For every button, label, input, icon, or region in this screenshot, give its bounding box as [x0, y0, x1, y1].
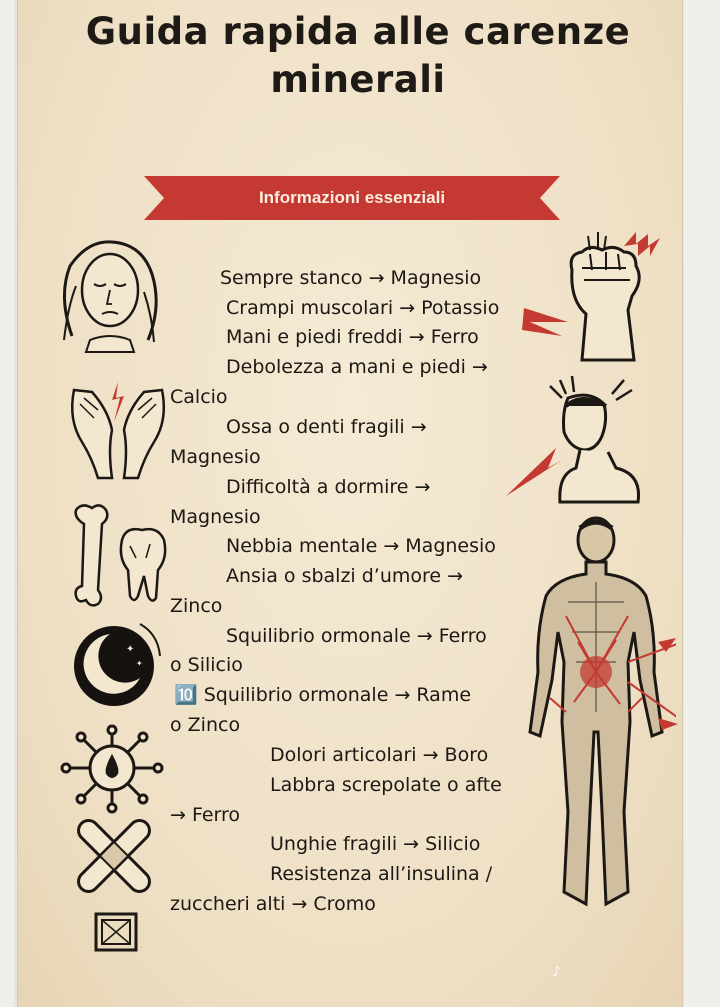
tiktok-icon: ♪ — [552, 964, 561, 980]
list-line: Nebbia mentale → Magnesio — [226, 535, 496, 557]
right-margin — [684, 0, 720, 1007]
list-line: Difficoltà a dormire → — [226, 476, 431, 498]
list-line: Magnesio — [170, 446, 261, 468]
list-line: o Zinco — [170, 714, 241, 736]
poster — [18, 0, 682, 1007]
list-line: Calcio — [170, 386, 228, 408]
list-line: Debolezza a mani e piedi → — [226, 356, 488, 378]
list-line: Magnesio — [170, 506, 261, 528]
svg-text:✦: ✦ — [120, 684, 126, 692]
head-pain-icon — [504, 372, 652, 508]
moon-stars-icon — [70, 620, 162, 712]
virus-drop-icon — [60, 724, 164, 814]
bone-tooth-icon — [66, 500, 172, 610]
list-line: o Silicio — [170, 654, 243, 676]
tired-woman-icon — [50, 236, 168, 354]
banner-label: Informazioni essenziali — [258, 188, 446, 207]
hands-heart-icon — [62, 370, 174, 482]
list-line: Squilibrio ormonale → Ferro — [226, 625, 487, 647]
list-line: Sempre stanco → Magnesio — [220, 267, 482, 289]
svg-text:✦: ✦ — [136, 659, 143, 668]
list-line: Labbra screpolate o afte — [270, 774, 502, 796]
list-line: Mani e piedi freddi → Ferro — [226, 326, 479, 348]
list-line: Unghie fragili → Silicio — [270, 833, 481, 855]
box-icon — [94, 910, 138, 954]
body-anatomy-icon — [516, 512, 676, 912]
fist-icon — [518, 230, 668, 366]
list-line: Ansia o sbalzi d’umore → — [226, 565, 464, 587]
left-margin — [0, 0, 14, 1007]
section-banner — [144, 176, 560, 220]
list-line: 🔟 Squilibrio ormonale → Rame — [174, 684, 472, 706]
list-line: Crampi muscolari → Potassio — [226, 297, 500, 319]
bandage-icon — [74, 816, 154, 896]
page-title: Guida rapida alle carenze minerali — [85, 10, 631, 101]
list-line: zuccheri alti → Cromo — [170, 893, 376, 915]
list-line: Ossa o denti fragili → — [226, 416, 427, 438]
svg-text:✦: ✦ — [126, 644, 135, 655]
list-line: Resistenza all’insulina / — [270, 863, 493, 885]
list-line: Dolori articolari → Boro — [270, 744, 489, 766]
list-line: → Ferro — [170, 804, 241, 826]
list-line: Zinco — [170, 595, 223, 617]
body-arrow-heads — [658, 632, 688, 732]
